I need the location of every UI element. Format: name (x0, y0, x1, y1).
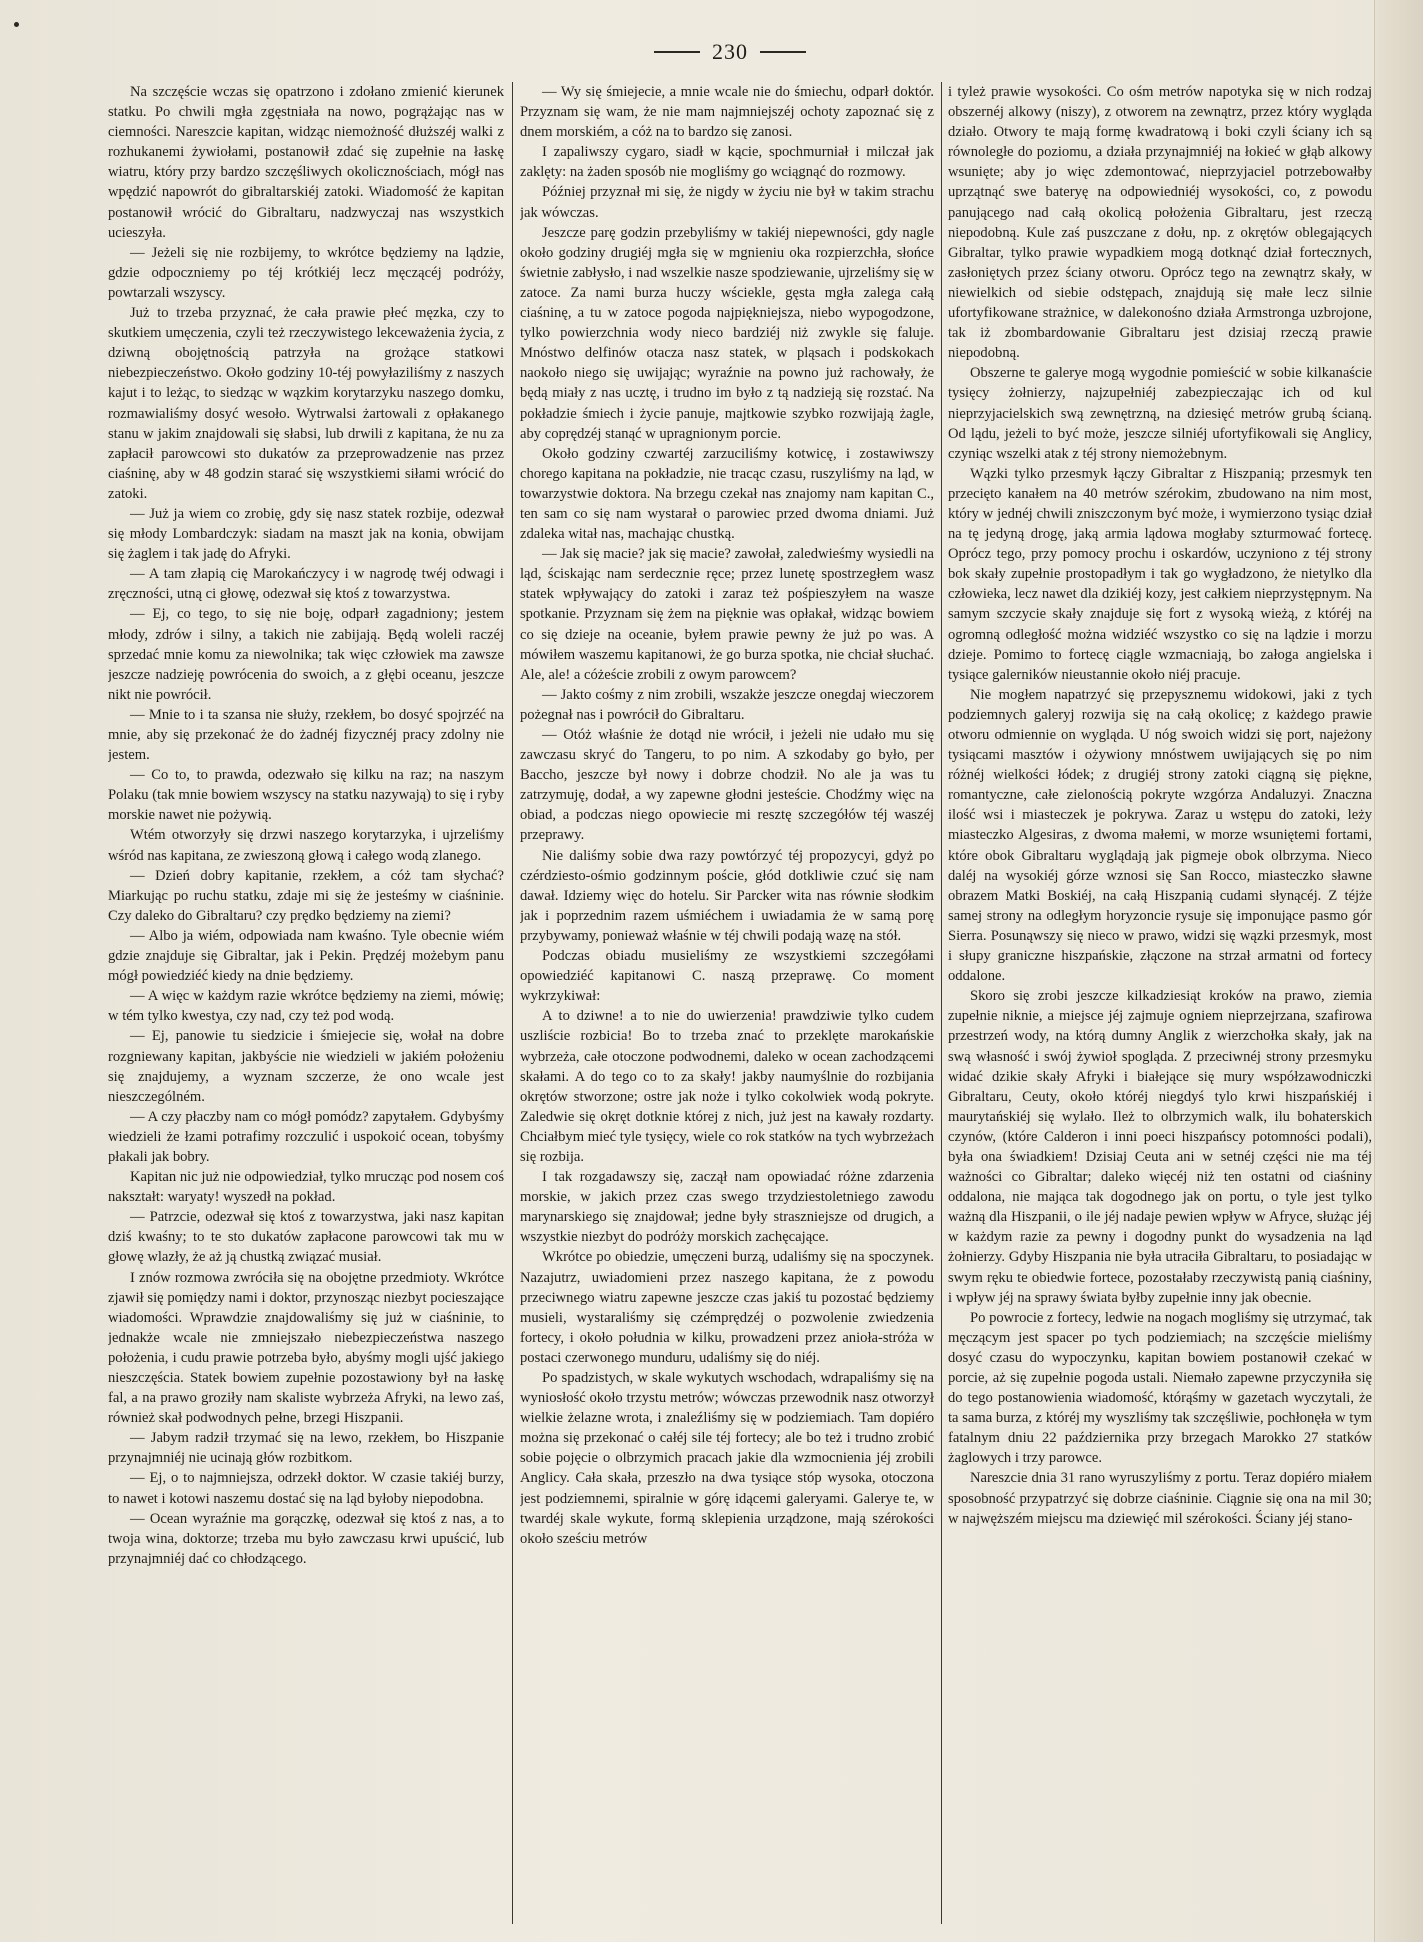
paragraph: — Dzień dobry kapitanie, rzekłem, a cóż tam słychać? Miarkując po ruchu statku, zdaje mi się że jesteśmy w ciaśninie. Czy daleko do Gibraltaru? czy prędko będziemy na ziemi? (108, 867, 504, 924)
paragraph: — A więc w każdym razie wkrótce będziemy na ziemi, mówię; w tém tylko kwestya, czy nad, czy też pod wodą. (108, 988, 504, 1025)
paragraph: — Jak się macie? jak się macie? zawołał, zaledwieśmy wysiedli na ląd, ściskając nam serdecznie ręce; przez lunetę spostrzegłem wasz statek wpływający do zatoki i zaraz też pośpieszyłem na wasze spotkanie. Przyznam się żem na pięknie was opłakał, widząc bowiem co się dzieje na oceanie, byłem prawie pewny że już po was. A mówiłem waszemu kapitanowi, że go burza spotka, nie chciał słuchać. Ale, ale! a cóżeście zrobili z owym parowcem? (520, 546, 934, 683)
paragraph: I znów rozmowa zwróciła się na obojętne przedmioty. Wkrótce zjawił się pomiędzy nami i doktor, przynosząc niezbyt pocieszające wiadomości. Wprawdzie znajdowaliśmy się już w ciaśninie, to jednakże wcale nie zmniejszało niebezpieczeństwa naszego położenia, i cudu prawie potrzeba było, abyśmy mogli ujść jakiego nieszczęścia. Statek bowiem zupełnie pozostawiony był na łaskę fal, a na prawo groziły nam skaliste wybrzeża Afryki, na lewo zaś, również skał podwodnych pełne, brzegi Hiszpanii. (108, 1269, 504, 1427)
paragraph: I zapaliwszy cygaro, siadł w kącie, spochmurniał i milczał jak zaklęty: na żaden sposób nie mogliśmy go wciągnąć do rozmowy. (520, 144, 934, 181)
paragraph: — Ocean wyraźnie ma gorączkę, odezwał się ktoś z nas, a to twoja wina, doktorze; trzeba mu było zawczasu krwi upuścić, lub przynajmniéj dać co chłodzącego. (108, 1510, 504, 1567)
paragraph: Obszerne te galerye mogą wygodnie pomieścić w sobie kilkanaście tysięcy żołnierzy, najzupełniéj zabezpieczając ich od kul nieprzyjacielskich swą zewnętrzną, na dziesięć metrów grubą ścianą. Od lądu, jeżeli to być może, jeszcze silniéj ufortyfikowali się Anglicy, czyniąc wszelki atak z téj strony niemożebnym. (948, 365, 1372, 462)
paragraph: Później przyznał mi się, że nigdy w życiu nie był w takim strachu jak wówczas. (520, 184, 934, 221)
paragraph: Wkrótce po obiedzie, umęczeni burzą, udaliśmy się na spoczynek. Nazajutrz, uwiadomieni przez naszego kapitana, że z powodu przeciwnego wiatru zapewne jeszcze czas jakiś tu pozostać będziemy musieli, wystaraliśmy się czémprędzéj o pozwolenie zwiedzenia fortecy, i około południa w kilku, prowadzeni przez anioła-stróża w postaci czerwonego munduru, udaliśmy się do niéj. (520, 1249, 934, 1366)
text-column-3 (948, 82, 1372, 1922)
paragraph: i tyleż prawie wysokości. Co ośm metrów napotyka się w nich rodzaj obszernéj alkowy (niszy), z otworem na zewnątrz, przez który wygląda działo. Otwory te mają formę kwadratową i boki czyli ściany ich są równoległe do poziomu, a działa przynajmniéj na łokieć w głąb alkowy wsunięte; aby jo więc zdemontować, nieprzyjaciel potrzebowałby uprzątnąć swe bateryę na odpowiedniéj wysokości, co, z powodu panującego nad całą okolicą położenia Gibraltaru, jest rzeczą niepodobną. Kule zaś puszczane z dołu, np. z okrętów oblegających Gibraltar, tylko prawie wypadkiem mogą dotknąć dział fortecznych, zasłoniętych przez ściany otworu. Oprócz tego na zewnątrz skały, w niewielkich od siebie odstępach, znajdują się małe lecz silnie ufortyfikowane strażnice, w dalekonośno działa Armstronga uzbrojone, tak iż zbombardowanie Gibraltaru jest dzisiaj rzeczą prawie niepodobną. (948, 84, 1372, 362)
page-header (640, 38, 820, 66)
paragraph: Nie mogłem napatrzyć się przepysznemu widokowi, jaki z tych podziemnych galeryj rozwija się na całą okolicę; z każdego prawie otworu odmiennie on wygląda. U nóg swoich widzi się port, najeżony tysiącami masztów i ożywiony mnóstwem uwijających się po nim różnéj wielkości łódek; z drugiéj strony zatoki ciągną się piękne, romantyczne, całe zielonością pokryte wzgórza Andaluzyi. Znaczna ilość wsi i miasteczek je pokrywa. Zaraz u wstępu do zatoki, leży miasteczko Algesiras, z dwoma małemi, w morze wsuniętemi fortami, które obok Gibraltaru wyglądają jak pigmeje obok olbrzyma. Nieco daléj na wysokiéj górze wznosi się San Rocco, miasteczko sławne obrazem Matki Boskiéj, na całą Hiszpanią cudami słynącéj. Z téjże samej strony na odległym horyzoncie rysuje się imponujące pasmo gór Sierra. Posunąwszy się nieco w prawo, widzi się wązki przesmyk, most i słupy graniczne hiszpańskie, złączone na strzał armatni od fortecy oddalone. (948, 686, 1372, 985)
paragraph: Już to trzeba przyznać, że cała prawie płeć męzka, czy to skutkiem umęczenia, czyli też rzeczywistego lekceważenia życia, z dziwną obojętnością patrzyła na grożące statkowi niebezpieczeństwo. Około godziny 10-téj powyłaziliśmy z naszych kajut i to leżąc, to siedząc w wązkim korytarzyku naszego domku, rozmawialiśmy dosyć wesoło. Wytrwalsi żartowali z opłakanego stanu w jakim znajdowali się słabsi, lub drwili z kapitana, że nu za zapłacił parowcowi sto dukatów za przeprowadzenie nas przez ciaśninę, aby w 48 godzin starać się wszystkiemi siłami wrócić do zatoki. (108, 305, 504, 502)
column-divider-1 (512, 82, 513, 1924)
page-number: 230 (712, 39, 748, 64)
paragraph: — Jeżeli się nie rozbijemy, to wkrótce będziemy na lądzie, gdzie odpoczniemy po téj krótkiéj lecz męczącéj podróży, powtarzali wszyscy. (108, 244, 504, 301)
paragraph: — Już ja wiem co zrobię, gdy się nasz statek rozbije, odezwał się młody Lombardczyk: siadam na maszt jak na konia, obwijam się żaglem i tak jadę do Afryki. (108, 505, 504, 563)
paragraph: — Jakto cośmy z nim zrobili, wszakże jeszcze onegdaj wieczorem pożegnał nas i powrócił do Gibraltaru. (520, 686, 934, 723)
paragraph: Nareszcie dnia 31 rano wyruszyliśmy z portu. Teraz dopiéro miałem sposobność przypatrzyć się dobrze ciaśninie. Ciągnie się ona na mil 30; w najwęższém miejscu ma dziewięć mil szérokości. Ściany jéj stano- (948, 1470, 1372, 1527)
paragraph: Kapitan nic już nie odpowiedział, tylko mrucząc pod nosem coś nakształt: waryaty! wyszedł na pokład. (108, 1169, 504, 1206)
paragraph: — Co to, to prawda, odezwało się kilku na raz; na naszym Polaku (tak mnie bowiem wszyscy na statku nazywają) to się i ryby morskie nawet nie pożywią. (108, 767, 504, 824)
text-column-1 (108, 82, 504, 1922)
paragraph: Po powrocie z fortecy, ledwie na nogach mogliśmy się utrzymać, tak męczącym jest spacer po tych podziemiach; na szczęście mieliśmy dosyć czasu do wypoczynku, kapitan bowiem postanowił czekać w porcie, aż się zupełnie pogoda ustali. Niemało zapewne przyczyniła się do tego postanowienia wiadomość, którąśmy w gazetach wyczytali, że ta sama burza, z któréj my wyszliśmy tak szczęśliwie, pochłonęła w tym fatalnym dniu 22 października przy brzegach Marokko 27 statków żaglowych i trzy parowce. (948, 1309, 1372, 1467)
paragraph: A to dziwne! a to nie do uwierzenia! prawdziwie tylko cudem uszliście rozbicia! Bo to trzeba znać to przeklęte marokańskie wybrzeża, całe otoczone podwodnemi, daleko w ocean zachodzącemi skałami. A do tego co to za skały! jakby naumyślnie do rozbijania okrętów stworzone; ostre jak noże i tylko cokolwiek wodą pokryte. Zaledwie się okręt dotknie której z nich, już jest na kawały rozdarty. Chciałbym mieć tyle tysięcy, wiele co rok statków na tych wybrzeżach się rozbija. (520, 1008, 934, 1165)
paragraph: — A tam złapią cię Marokańczycy i w nagrodę twéj odwagi i zręczności, utną ci głowę, odezwał się ktoś z towarzystwa. (108, 566, 504, 603)
page-edge (1374, 0, 1423, 1942)
paragraph: — A czy płaczby nam co mógł pomódz? zapytałem. Gdybyśmy wiedzieli że łzami potrafimy rozczulić i uspokoić ocean, tobyśmy płakali jak bobry. (108, 1108, 504, 1165)
paragraph: Nie daliśmy sobie dwa razy powtórzyć téj propozycyi, gdyż po czérdziesto-ośmio godzinnym poście, głód dotkliwie czuć się nam dawał. Idziemy więc do hotelu. Sir Parcker wita nas równie słodkim jak i poprzednim razem uśmiéchem i uwiadamia że w samą porę przybywamy, ponieważ właśnie w téj chwili podają wazę na stół. (520, 847, 934, 944)
paragraph: Na szczęście wczas się opatrzono i zdołano zmienić kierunek statku. Po chwili mgła zgęstniała na nowo, pogrążając nas w ciemności. Nareszcie kapitan, widząc niemożność dłuższéj walki z rozhukanemi żywiołami, postanowił zdać się zupełnie na łaskę wiatru, który przy bardzo szczęśliwych okolicznościach, mógł nas wpędzić napowrót do gibraltarskiéj zatoki. Wiadomość że kapitan postanowił wrócić do Gibraltaru, nadzwyczaj nas wszystkich ucieszyła. (108, 84, 504, 241)
paragraph: — Ej, co tego, to się nie boję, odparł zagadniony; jestem młody, zdrów i silny, a takich nie zabijają. Będą woleli raczéj sprzedać mnie komu za niewolnika; tak więc człowiek ma zawsze jeszcze nadzieję powrócenia do swoich, a z głębi oceanu, jeszcze nikt nie powrócił. (108, 606, 504, 703)
paragraph: — Mnie to i ta szansa nie służy, rzekłem, bo dosyć spojrzéć na mnie, aby się przekonać że do żadnéj fizycznéj pracy zdolny nie jestem. (108, 706, 504, 764)
paragraph: I tak rozgadawszy się, zaczął nam opowiadać różne zdarzenia morskie, w jakich przez czas swego trzydziestoletniego zawodu marynarskiego się znajdował; jedne były straszniejsze od drugich, a wszystkie niezbyt do podróży morskich zachęcające. (520, 1169, 934, 1246)
paragraph: — Ej, o to najmniejsza, odrzekł doktor. W czasie takiéj burzy, to nawet i kotowi naszemu dostać się na ląd byłoby niepodobna. (108, 1470, 504, 1507)
paragraph: — Ej, panowie tu siedzicie i śmiejecie się, wołał na dobre rozgniewany kapitan, jakbyście nie wiedzieli w jakiém położeniu się znajdujemy, a wyznam szczerze, że ono wcale jest nieszczególném. (108, 1028, 504, 1105)
paragraph: — Jabym radził trzymać się na lewo, rzekłem, bo Hiszpanie przynajmniéj nie ucinają głów rozbitkom. (108, 1430, 504, 1467)
paragraph: Po spadzistych, w skale wykutych wschodach, wdrapaliśmy się na wyniosłość około trzystu metrów; wówczas przewodnik nasz otworzył wielkie żelazne wrota, i znaleźliśmy się w podziemiach. Tam dopiéro można się przekonać o całéj sile téj fortecy; ale bo też i trudno zrobić sobie pojęcie o olbrzymich pracach jakie dla wzmocnienia jéj zrobili Anglicy. Cała skała, przeszło na dwa tysiące stóp wysoka, otoczona jest podziemnemi, spiralnie w górę idącemi galeryami. Galerye te, w twardéj skale wykute, formą sklepienia urządzone, mają szérokości około sześciu metrów (520, 1370, 934, 1547)
header-rule-left (654, 51, 700, 53)
header-rule-right (760, 51, 806, 53)
paragraph: — Wy się śmiejecie, a mnie wcale nie do śmiechu, odparł doktór. Przyznam się wam, że nie mam najmniejszéj ochoty zapoznać się z dnem morskiém, a cóż na to bardzo się zanosi. (520, 84, 934, 141)
paragraph: — Albo ja wiém, odpowiada nam kwaśno. Tyle obecnie wiém gdzie znajduje się Gibraltar, jak i Pekin. Prędzéj możebym panu mógł powiedziéć kiedy na dnie będziemy. (108, 927, 504, 985)
paragraph: Wązki tylko przesmyk łączy Gibraltar z Hiszpanią; przesmyk ten przecięto kanałem na 40 metrów szérokim, zbudowano na nim most, który w jednéj chwili zniszczonym być może, i wymierzono tysiąc dział na tę jedyną drogę, jaką armia lądowa mogłaby szturmować fortecę. Oprócz tego, przy pomocy prochu i oskardów, uczyniono z téj strony bok skały zupełnie prostopadłym i tak go wygładzono, że nietylko dla człowieka, lecz nawet dla dzikiéj kozy, jest całkiem nieprzystępnym. Na samym szczycie skały znajduje się fort z wysoką wieżą, z któréj na ogromną odległość można widziéć wszystko co się na lądzie i morzu dzieje. Pomimo to fortecę ciągle wzmacniają, bo załoga angielska i tysiące galerników nieustannie około niéj pracuje. (948, 465, 1372, 683)
text-column-2 (520, 82, 934, 1922)
paragraph: Wtém otworzyły się drzwi naszego korytarzyka, i ujrzeliśmy wśród nas kapitana, ze zwieszoną głową i całego wodą zlanego. (108, 827, 504, 864)
paragraph: Około godziny czwartéj zarzuciliśmy kotwicę, i zostawiwszy chorego kapitana na pokładzie, nie tracąc czasu, ruszyliśmy na ląd, w towarzystwie doktora. Na brzegu czekał nas znajomy nam kapitan C., ten sam co się nam wystarał o parowiec przed dwoma dniami. Już zdaleka witał nas, machając chustką. (520, 445, 934, 543)
paragraph: Skoro się zrobi jeszcze kilkadziesiąt kroków na prawo, ziemia zupełnie niknie, a miejsce jéj zajmuje ogniem nieprzejrzana, szafirowa przestrzeń wody, na którą dumny Anglik z wierzchołka skały, jak na swą własność i swój żywioł spogląda. Z przeciwnéj strony przesmyku widać dzikie skały Afryki i białejące się mury współzawodniczki Gibraltaru, Ceuty, około któréj niegdyś tylo krwi hiszpańskiéj i maurytańskiéj się wylało. Ileż to olbrzymich walk, ilu bohaterskich czynów, (które Calderon i inni poeci hiszpańscy potomności podali), była ona świadkiem! Dzisiaj Ceuta ani w setnéj części nie ma téj ważności co Gibraltar; daleko więcéj niż ten ostatni od ciaśniny oddalona, nie mająca tak dogodnego jak on portu, o tyle jest tylko ważną dla Hiszpanii, o ile jéj nadaje pewien wpływ w Afryce, służąc jéj w każdym razie za pewny i dogodny punkt do wysadzenia na ląd żołnierzy. Gdyby Hiszpania nie była utraciła Gibraltaru, to posiadając w swym ręku te obiedwie fortece, pozostałaby rzeczywistą panią ciaśniny, i wpływ jéj na sprawy świata byłby zupełnie inny jak obecnie. (948, 988, 1372, 1306)
scan-mark (14, 22, 19, 27)
paragraph: — Patrzcie, odezwał się ktoś z towarzystwa, jaki nasz kapitan dziś kwaśny; to te sto dukatów zapłacone parowcowi tak mu w głowę wlazły, że aż ją chustką związać musiał. (108, 1209, 504, 1266)
paragraph: — Otóż właśnie że dotąd nie wrócił, i jeżeli nie udało mu się zawczasu skryć do Tangeru, to po nim. A szkodaby go było, per Baccho, jeszcze był nowy i dobrze chodził. No ale ja was tu zatrzymuję, dodał, a wy zapewne głodni jesteście. Chodźmy więc na obiad, a podczas niego opowiecie mi resztę szczegółów téj waszéj przeprawy. (520, 727, 934, 844)
column-divider-2 (941, 82, 942, 1924)
paragraph: Jeszcze parę godzin przebyliśmy w takiéj niepewności, gdy nagle około godziny drugiéj mgła się w mgnieniu oka rozpierzchła, słońce świetnie zabłysło, i nad wszelkie nasze spodziewanie, ujrzeliśmy się w zatoce. Za nami burza huczy wściekle, gęsta mgła zalega całą ciaśninę, a tu w zatoce pogoda najpiękniejsza, niebo wypogodzone, tylko powierzchnia wody nieco bardziéj niż zwykle się faluje. Mnóstwo delfinów otacza nasz statek, w pląsach i podskokach naokoło niego się uwijając; wyraźnie na powno już rachowały, że będą miały z nas ucztę, i trudno im było z tą nadzieją się rozstać. Na pokładzie śmiech i życie panuje, majtkowie szybko rozwijają żagle, aby coprędzéj stanąć w upragnionym porcie. (520, 224, 934, 442)
paragraph: Podczas obiadu musieliśmy ze wszystkiemi szczegółami opowiedziéć kapitanowi C. naszą przeprawę. Co moment wykrzykiwał: (520, 948, 934, 1005)
